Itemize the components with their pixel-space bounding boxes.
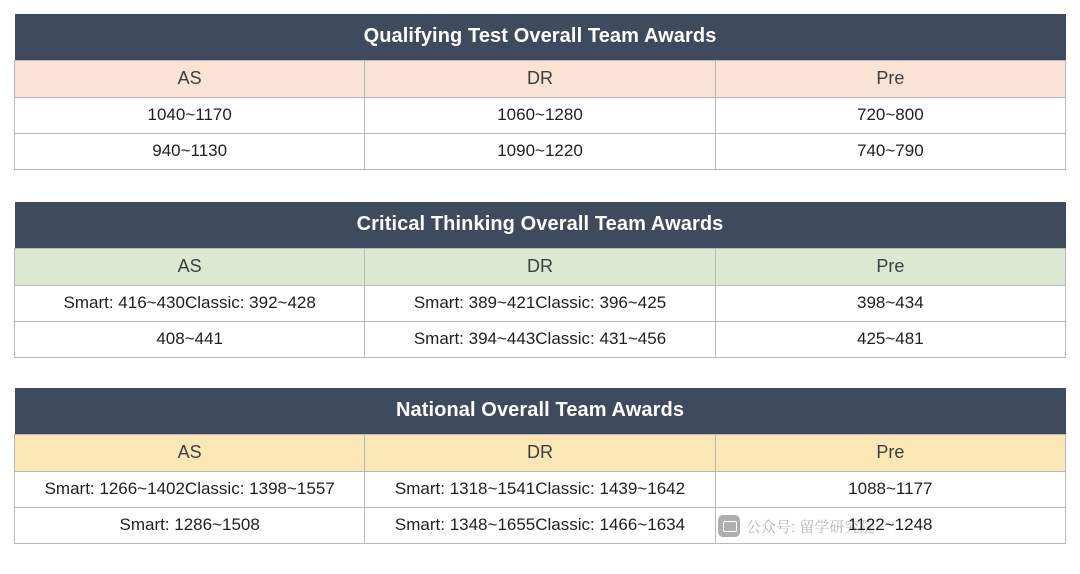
table-header-row [15,435,1066,472]
cell-as: Smart: 1286~1508 [15,508,365,544]
watermark-text: 公众号: 留学研究院 [746,518,875,536]
table-row [15,286,1066,322]
table-title-row [15,14,1066,61]
cell-pre: 1122~1248 [715,508,1065,544]
cell-pre: 1088~1177 [715,472,1065,508]
cell-dr: 1060~1280 [365,98,715,134]
table-title: Critical Thinking Overall Team Awards [15,202,1066,249]
cell-as: 408~441 [15,322,365,358]
awards-table-critical-thinking [14,202,1066,358]
awards-table-qualifying-test [14,14,1066,170]
column-header-dr: DR [365,435,715,472]
table-gap-1 [14,170,1066,202]
table-header-row [15,249,1066,286]
table-row [15,134,1066,170]
awards-table-national [14,388,1066,544]
column-header-as: AS [15,249,365,286]
cell-as: Smart: 1266~1402Classic: 1398~1557 [15,472,365,508]
cell-dr: Smart: 1348~1655Classic: 1466~1634 [365,508,715,544]
cell-dr: Smart: 389~421Classic: 396~425 [365,286,715,322]
column-header-pre: Pre [715,435,1065,472]
column-header-as: AS [15,435,365,472]
cell-pre: 398~434 [715,286,1065,322]
column-header-dr: DR [365,249,715,286]
column-header-as: AS [15,61,365,98]
table-row [15,98,1066,134]
cell-pre: 740~790 [715,134,1065,170]
column-header-pre: Pre [715,249,1065,286]
table-row [15,322,1066,358]
table-header-row [15,61,1066,98]
table-title-row [15,202,1066,249]
column-header-dr: DR [365,61,715,98]
cell-as: Smart: 416~430Classic: 392~428 [15,286,365,322]
column-header-pre: Pre [715,61,1065,98]
table-row [15,508,1066,544]
cell-as: 940~1130 [15,134,365,170]
table-row [15,472,1066,508]
table-title: Qualifying Test Overall Team Awards [15,14,1066,61]
table-gap-2 [14,358,1066,388]
cell-as: 1040~1170 [15,98,365,134]
table-title-row [15,388,1066,435]
cell-dr: Smart: 394~443Classic: 431~456 [365,322,715,358]
cell-dr: Smart: 1318~1541Classic: 1439~1642 [365,472,715,508]
cell-pre: 720~800 [715,98,1065,134]
table-title: National Overall Team Awards [15,388,1066,435]
cell-dr: 1090~1220 [365,134,715,170]
cell-pre: 425~481 [715,322,1065,358]
